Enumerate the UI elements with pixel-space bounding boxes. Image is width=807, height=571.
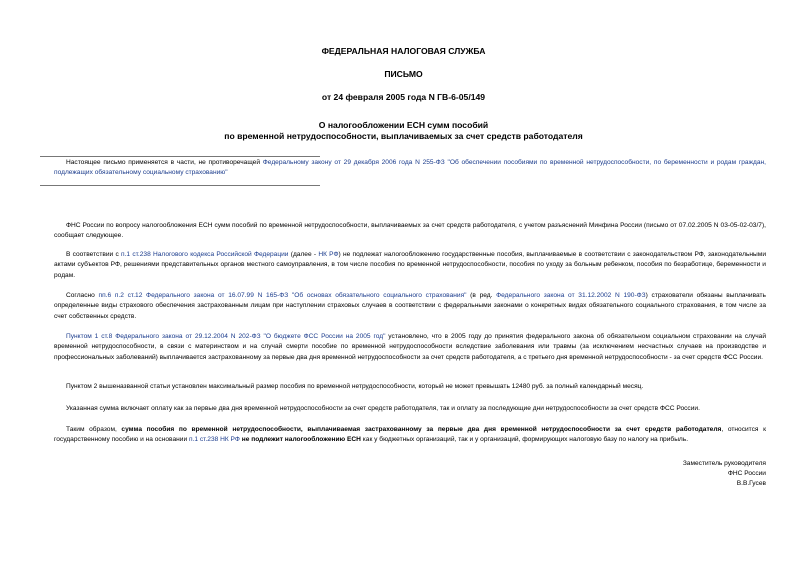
- law-190-link[interactable]: Федерального закона от 31.12.2002 N 190-ФЗ: [496, 292, 646, 299]
- law-165-link[interactable]: пп.6 п.2 ст.12 Федерального закона от 16.07.99 N 165-ФЗ "Об основах обязательного социального страхования": [98, 292, 467, 299]
- doc-date: от 24 февраля 2005 года N ГВ-6-05/149: [321, 92, 486, 102]
- paragraph-7: Таким образом, сумма пособия по временной нетрудоспособности, выплачиваемая застрахованному за первые два дня временной нетрудоспособности за счет средств работодателя, относится к государственному пособию и на основании п.1 ст.238 НК РФ не подлежит налогообложению ЕСН как у бюджетных организаций, так и у организаций, формирующих налоговую базу по налогу на прибыль.: [54, 426, 766, 444]
- paragraph-1: ФНС России по вопросу налогообложения ЕСН сумм пособий по временной нетрудоспособности, выплачиваемых за счет средств работодателя, с учетом разъяснений Минфина России (письмо от 07.02.2005 N 03-05-02-03/7), сообщает следующее.: [54, 222, 766, 240]
- paragraph-4: Пунктом 1 ст.8 Федерального закона от 29.12.2004 N 202-ФЗ "О бюджете ФСС России на 2005 год" установлено, что в 2005 году до принятия федерального закона об обязательном социальном страховании на случай временной нетрудоспособности, в связи с материнством и на случай смерти пособие по временной нетрудоспособности вследствие заболевания или травмы (за исключением несчастных случаев на производстве и профессиональных заболеваний) выплачивается застрахованному за первые два дня временной нетрудоспособности за счет средств работодателя, а с третьего дня временной нетрудоспособности - за счет средств ФСС России.: [54, 333, 766, 361]
- paragraph-2: В соответствии с п.1 ст.238 Налогового кодекса Российской Федерации (далее - НК РФ) не подлежат налогообложению государственные пособия, выплачиваемые в соответствии с законодательством РФ, законодательными актами субъектов РФ, решениями представительных органов местного самоуправления, в том числе пособия по временной нетрудоспособности, пособия по уходу за больным ребенком, пособия по безработице, беременности и родам.: [54, 251, 766, 279]
- signer-position: Заместитель руководителя: [682, 460, 766, 467]
- paragraph-6: Указанная сумма включает оплату как за первые два дня временной нетрудоспособности за счет средств работодателя, так и оплату за последующие дни нетрудоспособности за счет средств ФСС России.: [66, 405, 700, 412]
- nk-rf-link[interactable]: НК РФ: [318, 251, 339, 258]
- signature-block: [683, 459, 766, 490]
- law-202-link[interactable]: Пунктом 1 ст.8 Федерального закона от 29.12.2004 N 202-ФЗ "О бюджете ФСС России на 2005 год": [66, 333, 386, 340]
- applicability-note: Настоящее письмо применяется в части, не противоречащей Федеральному закону от 29 декабря 2006 года N 255-ФЗ "Об обеспечении пособиями по временной нетрудоспособности, по беременности и родам граждан, подлежащих обязательному социальному страхованию": [54, 159, 766, 177]
- paragraph-5: Пунктом 2 вышеназванной статьи установлен максимальный размер пособия по временной нетрудоспособности, который не может превышать 12480 руб. за полный календарный месяц.: [66, 383, 644, 390]
- paragraph-3: Согласно пп.6 п.2 ст.12 Федерального закона от 16.07.99 N 165-ФЗ "Об основах обязательного социального страхования" (в ред. Федерального закона от 31.12.2002 N 190-ФЗ) страхователи обязаны выплачивать определенные виды страхового обеспечения застрахованным лицам при наступлении страховых случаев в соответствии с федеральными законами о конкретных видах обязательного социального страхования, в том числе за счет собственных средств.: [54, 292, 766, 320]
- nk-rf-238-link[interactable]: п.1 ст.238 НК РФ: [188, 436, 240, 444]
- signer-name: В.В.Гусев: [736, 480, 766, 488]
- signer-org: ФНС России: [727, 470, 766, 478]
- doc-type: ПИСЬМО: [384, 69, 423, 79]
- org-title: ФЕДЕРАЛЬНАЯ НАЛОГОВАЯ СЛУЖБА: [321, 46, 486, 56]
- law-255-link[interactable]: Федеральному закону от 29 декабря 2006 года N 255-ФЗ "Об обеспечении пособиями по временной нетрудоспособности, по беременности и родам граждан, подлежащих обязательному социальному страхованию": [54, 159, 766, 177]
- divider-bottom: [40, 185, 320, 186]
- subject-line-1: О налогообложении ЕСН сумм пособий: [318, 120, 489, 130]
- tax-code-link[interactable]: п.1 ст.238 Налогового кодекса Российской Федерации: [121, 251, 289, 258]
- divider-top: [40, 156, 320, 157]
- subject-line-2: по временной нетрудоспособности, выплачиваемых за счет средств работодателя: [224, 131, 583, 141]
